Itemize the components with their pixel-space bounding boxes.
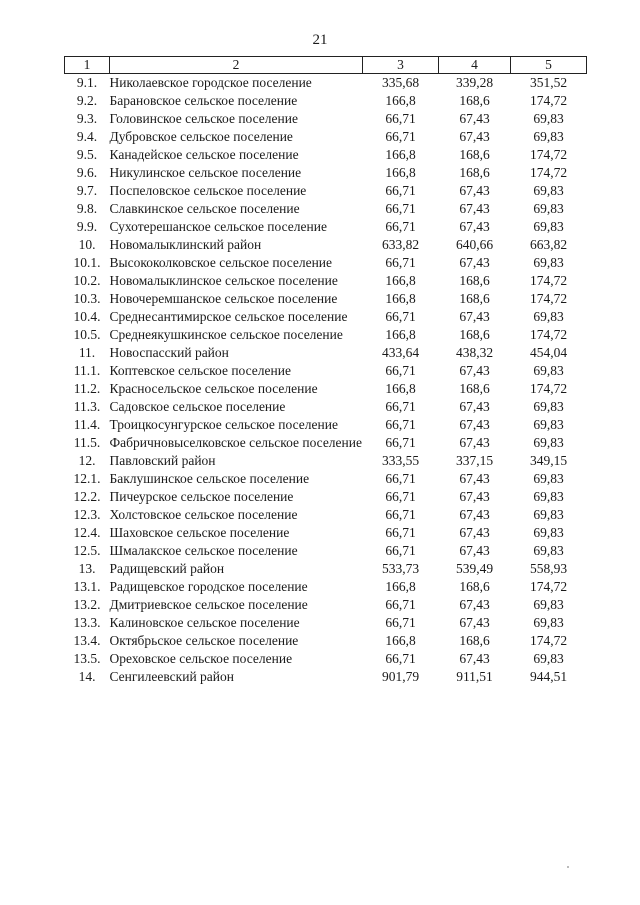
row-name: Сенгилеевский район	[109, 669, 234, 684]
row-value-col3: 533,73	[381, 561, 420, 576]
row-value-col3: 66,71	[385, 255, 416, 270]
row-value-col5: 174,72	[529, 165, 568, 180]
row-value-col3: 166,8	[385, 291, 416, 306]
row-name: Николаевское городское поселение	[109, 75, 312, 90]
table-row	[65, 560, 587, 578]
row-value-col4: 168,6	[459, 579, 490, 594]
row-value-col3: 66,71	[385, 615, 416, 630]
row-value-col5: 174,72	[529, 291, 568, 306]
table-row	[65, 182, 587, 200]
table-row	[65, 434, 587, 452]
row-value-col3: 66,71	[385, 111, 416, 126]
row-value-col4: 168,6	[459, 327, 490, 342]
data-table	[64, 56, 587, 686]
row-value-col3: 166,8	[385, 147, 416, 162]
row-value-col3: 166,8	[385, 93, 416, 108]
row-value-col3: 66,71	[385, 129, 416, 144]
row-value-col5: 69,83	[533, 543, 564, 558]
table-row	[65, 578, 587, 596]
table-row	[65, 74, 587, 93]
table-header-row	[65, 57, 587, 74]
row-value-col5: 454,04	[529, 345, 568, 360]
scan-speck	[567, 866, 569, 868]
row-name: Троицкосунгурское сельское поселение	[109, 417, 338, 432]
column-header: 4	[439, 57, 511, 74]
row-value-col3: 66,71	[385, 651, 416, 666]
row-value-col4: 67,43	[459, 471, 490, 486]
row-value-col5: 174,72	[529, 633, 568, 648]
column-header: 1	[65, 57, 110, 74]
table-row	[65, 344, 587, 362]
row-value-col3: 166,8	[385, 633, 416, 648]
row-number: 10.1.	[73, 255, 101, 270]
row-value-col5: 69,83	[533, 183, 564, 198]
row-value-col4: 67,43	[459, 525, 490, 540]
table-row	[65, 452, 587, 470]
row-number: 9.2.	[76, 93, 98, 108]
row-number: 9.4.	[76, 129, 98, 144]
row-value-col4: 67,43	[459, 219, 490, 234]
row-value-col5: 69,83	[533, 597, 564, 612]
row-value-col4: 339,28	[455, 75, 494, 90]
row-number: 13.2.	[73, 597, 101, 612]
row-name: Холстовское сельское поселение	[109, 507, 298, 522]
row-name: Новомалыклинское сельское поселение	[109, 273, 338, 288]
row-value-col5: 69,83	[533, 489, 564, 504]
row-name: Радищевское городское поселение	[109, 579, 308, 594]
row-value-col4: 168,6	[459, 291, 490, 306]
row-value-col4: 67,43	[459, 615, 490, 630]
table-row	[65, 326, 587, 344]
row-name: Ореховское сельское поселение	[109, 651, 293, 666]
row-value-col3: 166,8	[385, 273, 416, 288]
row-number: 10.4.	[73, 309, 101, 324]
row-value-col5: 69,83	[533, 363, 564, 378]
table-row	[65, 362, 587, 380]
row-value-col4: 67,43	[459, 363, 490, 378]
row-value-col4: 67,43	[459, 201, 490, 216]
row-value-col3: 66,71	[385, 543, 416, 558]
row-number: 13.1.	[73, 579, 101, 594]
row-number: 11.4.	[73, 417, 101, 432]
table-row	[65, 254, 587, 272]
row-value-col3: 66,71	[385, 471, 416, 486]
row-value-col5: 174,72	[529, 147, 568, 162]
row-value-col5: 174,72	[529, 327, 568, 342]
row-value-col4: 67,43	[459, 507, 490, 522]
row-value-col3: 166,8	[385, 327, 416, 342]
row-value-col4: 67,43	[459, 183, 490, 198]
table-row	[65, 92, 587, 110]
row-value-col4: 67,43	[459, 417, 490, 432]
table-row	[65, 596, 587, 614]
row-number: 9.6.	[76, 165, 98, 180]
row-value-col5: 558,93	[529, 561, 568, 576]
row-value-col3: 166,8	[385, 165, 416, 180]
row-name: Дубровское сельское поселение	[109, 129, 293, 144]
column-header: 3	[363, 57, 439, 74]
row-number: 13.3.	[73, 615, 101, 630]
row-number: 12.3.	[73, 507, 101, 522]
row-value-col4: 911,51	[456, 669, 493, 684]
table-row	[65, 632, 587, 650]
row-value-col5: 663,82	[529, 237, 568, 252]
row-value-col4: 168,6	[459, 147, 490, 162]
row-value-col5: 174,72	[529, 273, 568, 288]
row-name: Поспеловское сельское поселение	[109, 183, 307, 198]
row-value-col5: 69,83	[533, 219, 564, 234]
row-value-col3: 633,82	[381, 237, 420, 252]
row-value-col5: 351,52	[529, 75, 568, 90]
table-row	[65, 470, 587, 488]
row-value-col5: 69,83	[533, 201, 564, 216]
row-value-col3: 66,71	[385, 183, 416, 198]
row-name: Новоспасский район	[109, 345, 229, 360]
row-number: 9.1.	[76, 75, 98, 90]
row-value-col3: 901,79	[381, 669, 420, 684]
row-number: 10.	[78, 237, 96, 252]
row-value-col4: 67,43	[459, 399, 490, 414]
row-name: Октябрьское сельское поселение	[109, 633, 299, 648]
row-number: 12.1.	[73, 471, 101, 486]
table-row	[65, 416, 587, 434]
row-value-col4: 337,15	[455, 453, 494, 468]
row-number: 10.2.	[73, 273, 101, 288]
table-row	[65, 236, 587, 254]
row-number: 14.	[78, 669, 96, 684]
row-number: 11.2.	[73, 381, 101, 396]
table-row	[65, 128, 587, 146]
row-name: Барановское сельское поселение	[109, 93, 298, 108]
row-name: Новомалыклинский район	[109, 237, 262, 252]
row-number: 10.5.	[73, 327, 101, 342]
column-header: 2	[110, 57, 363, 74]
table-row	[65, 308, 587, 326]
table-row	[65, 650, 587, 668]
row-name: Среднеякушкинское сельское поселение	[109, 327, 343, 342]
row-value-col4: 67,43	[459, 543, 490, 558]
row-value-col3: 66,71	[385, 417, 416, 432]
row-value-col4: 438,32	[455, 345, 494, 360]
row-name: Павловский район	[109, 453, 216, 468]
row-value-col4: 67,43	[459, 255, 490, 270]
table-row	[65, 614, 587, 632]
row-number: 11.5.	[73, 435, 101, 450]
row-value-col4: 67,43	[459, 651, 490, 666]
table-row	[65, 524, 587, 542]
row-value-col3: 166,8	[385, 381, 416, 396]
row-value-col4: 168,6	[459, 381, 490, 396]
row-number: 10.3.	[73, 291, 101, 306]
row-name: Высококолковское сельское поселение	[109, 255, 333, 270]
row-value-col5: 69,83	[533, 111, 564, 126]
row-name: Пичеурское сельское поселение	[109, 489, 294, 504]
row-name: Новочеремшанское сельское поселение	[109, 291, 338, 306]
table-row	[65, 290, 587, 308]
row-value-col4: 67,43	[459, 309, 490, 324]
row-name: Среднесантимирское сельское поселение	[109, 309, 348, 324]
table-row	[65, 488, 587, 506]
row-number: 13.5.	[73, 651, 101, 666]
row-value-col4: 67,43	[459, 435, 490, 450]
row-value-col5: 69,83	[533, 255, 564, 270]
row-name: Канадейское сельское поселение	[109, 147, 299, 162]
row-value-col3: 335,68	[381, 75, 420, 90]
table-row	[65, 110, 587, 128]
row-value-col4: 67,43	[459, 597, 490, 612]
table-row	[65, 218, 587, 236]
row-name: Садовское сельское поселение	[109, 399, 286, 414]
table-row	[65, 146, 587, 164]
row-value-col5: 174,72	[529, 381, 568, 396]
row-value-col5: 69,83	[533, 309, 564, 324]
row-name: Красносельское сельское поселение	[109, 381, 318, 396]
row-value-col3: 66,71	[385, 363, 416, 378]
row-value-col3: 66,71	[385, 507, 416, 522]
row-value-col5: 69,83	[533, 399, 564, 414]
row-name: Головинское сельское поселение	[109, 111, 298, 126]
row-value-col4: 539,49	[455, 561, 494, 576]
row-value-col3: 66,71	[385, 219, 416, 234]
row-name: Калиновское сельское поселение	[109, 615, 300, 630]
table-body	[65, 74, 587, 687]
row-name: Коптевское сельское поселение	[109, 363, 291, 378]
row-value-col5: 69,83	[533, 471, 564, 486]
row-value-col4: 67,43	[459, 111, 490, 126]
row-value-col3: 166,8	[385, 579, 416, 594]
row-value-col4: 168,6	[459, 273, 490, 288]
row-name: Никулинское сельское поселение	[109, 165, 302, 180]
row-value-col4: 67,43	[459, 489, 490, 504]
table-row	[65, 506, 587, 524]
row-number: 9.7.	[76, 183, 98, 198]
table-row	[65, 668, 587, 686]
row-name: Дмитриевское сельское поселение	[109, 597, 308, 612]
row-value-col3: 66,71	[385, 597, 416, 612]
row-value-col5: 69,83	[533, 129, 564, 144]
row-number: 12.	[78, 453, 96, 468]
row-value-col4: 168,6	[459, 633, 490, 648]
row-number: 12.2.	[73, 489, 101, 504]
row-value-col3: 66,71	[385, 201, 416, 216]
row-name: Фабричновыселковское сельское поселение	[109, 435, 362, 450]
row-number: 13.4.	[73, 633, 101, 648]
page-number: 21	[312, 32, 328, 48]
row-name: Сухотерешанское сельское поселение	[109, 219, 327, 234]
table-row	[65, 164, 587, 182]
row-value-col5: 69,83	[533, 651, 564, 666]
row-number: 9.8.	[76, 201, 98, 216]
table-row	[65, 542, 587, 560]
row-number: 12.5.	[73, 543, 101, 558]
row-value-col3: 66,71	[385, 435, 416, 450]
table-row	[65, 272, 587, 290]
row-name: Шмалакское сельское поселение	[109, 543, 298, 558]
row-number: 9.3.	[76, 111, 98, 126]
row-value-col4: 168,6	[459, 93, 490, 108]
row-number: 11.1.	[73, 363, 101, 378]
row-value-col4: 168,6	[459, 165, 490, 180]
row-value-col5: 349,15	[529, 453, 568, 468]
row-value-col3: 66,71	[385, 309, 416, 324]
row-value-col5: 69,83	[533, 435, 564, 450]
row-value-col3: 66,71	[385, 489, 416, 504]
row-name: Шаховское сельское поселение	[109, 525, 290, 540]
row-value-col4: 67,43	[459, 129, 490, 144]
row-value-col5: 69,83	[533, 525, 564, 540]
row-name: Баклушинское сельское поселение	[109, 471, 310, 486]
row-value-col5: 69,83	[533, 507, 564, 522]
row-value-col3: 333,55	[381, 453, 420, 468]
row-name: Радищевский район	[109, 561, 225, 576]
row-value-col5: 69,83	[533, 615, 564, 630]
row-number: 9.9.	[76, 219, 98, 234]
table-row	[65, 200, 587, 218]
row-value-col5: 944,51	[529, 669, 568, 684]
row-number: 13.	[78, 561, 96, 576]
row-number: 12.4.	[73, 525, 101, 540]
row-value-col3: 433,64	[381, 345, 420, 360]
column-header: 5	[511, 57, 587, 74]
row-value-col5: 174,72	[529, 579, 568, 594]
row-value-col5: 69,83	[533, 417, 564, 432]
row-number: 9.5.	[76, 147, 98, 162]
row-name: Славкинское сельское поселение	[109, 201, 300, 216]
row-value-col5: 174,72	[529, 93, 568, 108]
row-value-col3: 66,71	[385, 525, 416, 540]
row-number: 11.3.	[73, 399, 101, 414]
row-number: 11.	[78, 345, 96, 360]
row-value-col4: 640,66	[455, 237, 494, 252]
row-value-col3: 66,71	[385, 399, 416, 414]
table-row	[65, 398, 587, 416]
table-row	[65, 380, 587, 398]
